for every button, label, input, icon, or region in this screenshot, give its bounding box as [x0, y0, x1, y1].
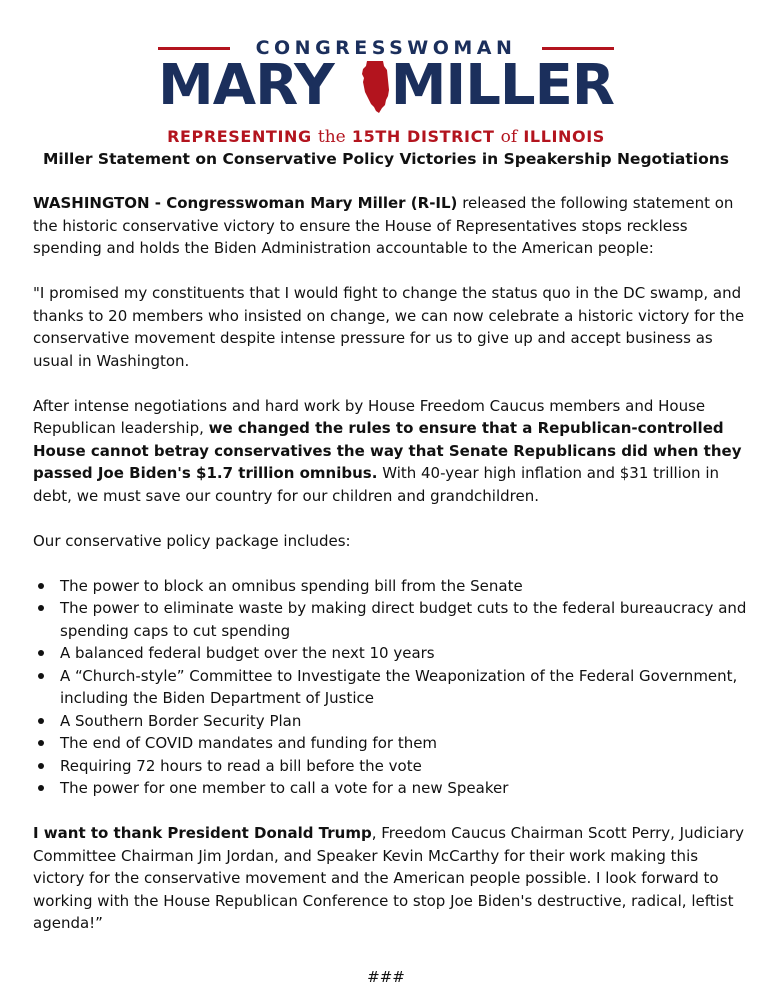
congresswoman-label: CONGRESSWOMAN — [255, 37, 517, 59]
subtitle-representing: REPRESENTING — [167, 127, 312, 146]
last-name: MILLER — [390, 53, 614, 118]
intro-lead: WASHINGTON - Congresswoman Mary Miller (R-IL) — [33, 194, 458, 212]
left-rule — [158, 47, 230, 50]
policy-package-list — [33, 575, 749, 800]
list-item: The power to eliminate waste by making direct budget cuts to the federal bureaucracy and spending caps to cut spending — [60, 597, 749, 642]
package-intro: Our conservative policy package includes: — [33, 531, 351, 550]
list-item: The end of COVID mandates and funding for them — [60, 732, 749, 755]
masthead-logo — [0, 22, 772, 147]
list-item: A “Church-style” Committee to Investigate the Weaponization of the Federal Government, including the Biden Department of Justice — [60, 665, 749, 710]
negotiations-bold: we changed the rules to ensure that a Republican-controlled House cannot betray conservatives the way that Senate Republicans did when they passed Joe Biden's $1.7 trillion omnibus. — [33, 419, 742, 482]
intro-paragraph — [33, 192, 749, 260]
subtitle-district: 15TH DISTRICT — [351, 127, 495, 146]
subtitle-of: of — [500, 127, 518, 147]
list-item: A balanced federal budget over the next 10 years — [60, 642, 749, 665]
list-item: Requiring 72 hours to read a bill before the vote — [60, 755, 749, 778]
closing-rest: , Freedom Caucus Chairman Scott Perry, Judiciary Committee Chairman Jim Jordan, and Speaker Kevin McCarthy for their work making this victory for the conservative movement and the American people possible. I look forward to working with the House Republican Conference to stop Joe Biden's destructive, radical, leftist agenda!” — [33, 824, 744, 932]
quote-paragraph: "I promised my constituents that I would fight to change the status quo in the DC swamp, and thanks to 20 members who insisted on change, we can now celebrate a historic victory for the conservative movement despite intense pressure for us to give up and accept business as usual in Washington. — [33, 284, 745, 370]
negotiations-end: With 40-year high inflation and $31 trillion in debt, we must save our country for our children and grandchildren. — [33, 464, 720, 505]
name-row — [158, 53, 614, 118]
closing-bold: I want to thank President Donald Trump — [33, 824, 372, 842]
negotiations-paragraph — [33, 395, 749, 508]
list-item: The power to block an omnibus spending bill from the Senate — [60, 575, 749, 598]
end-mark: ### — [367, 968, 405, 986]
illinois-state-icon — [361, 60, 391, 114]
list-item: The power for one member to call a vote for a new Speaker — [60, 777, 749, 800]
subtitle-the: the — [317, 127, 346, 147]
intro-rest: released the following statement on the historic conservative victory to ensure the House of Representatives stops reckless spending and holds the Biden Administration accountable to the American people: — [33, 194, 734, 257]
district-subtitle — [158, 126, 614, 148]
negotiations-start: After intense negotiations and hard work by House Freedom Caucus members and House Republican leadership, — [33, 396, 706, 437]
first-name: MARY — [158, 53, 334, 118]
subtitle-state: ILLINOIS — [523, 127, 605, 146]
statement-body — [33, 192, 749, 957]
list-item: A Southern Border Security Plan — [60, 710, 749, 733]
right-rule — [542, 47, 614, 50]
closing-paragraph — [33, 822, 749, 935]
statement-headline: Miller Statement on Conservative Policy Victories in Speakership Negotiations — [42, 150, 730, 168]
